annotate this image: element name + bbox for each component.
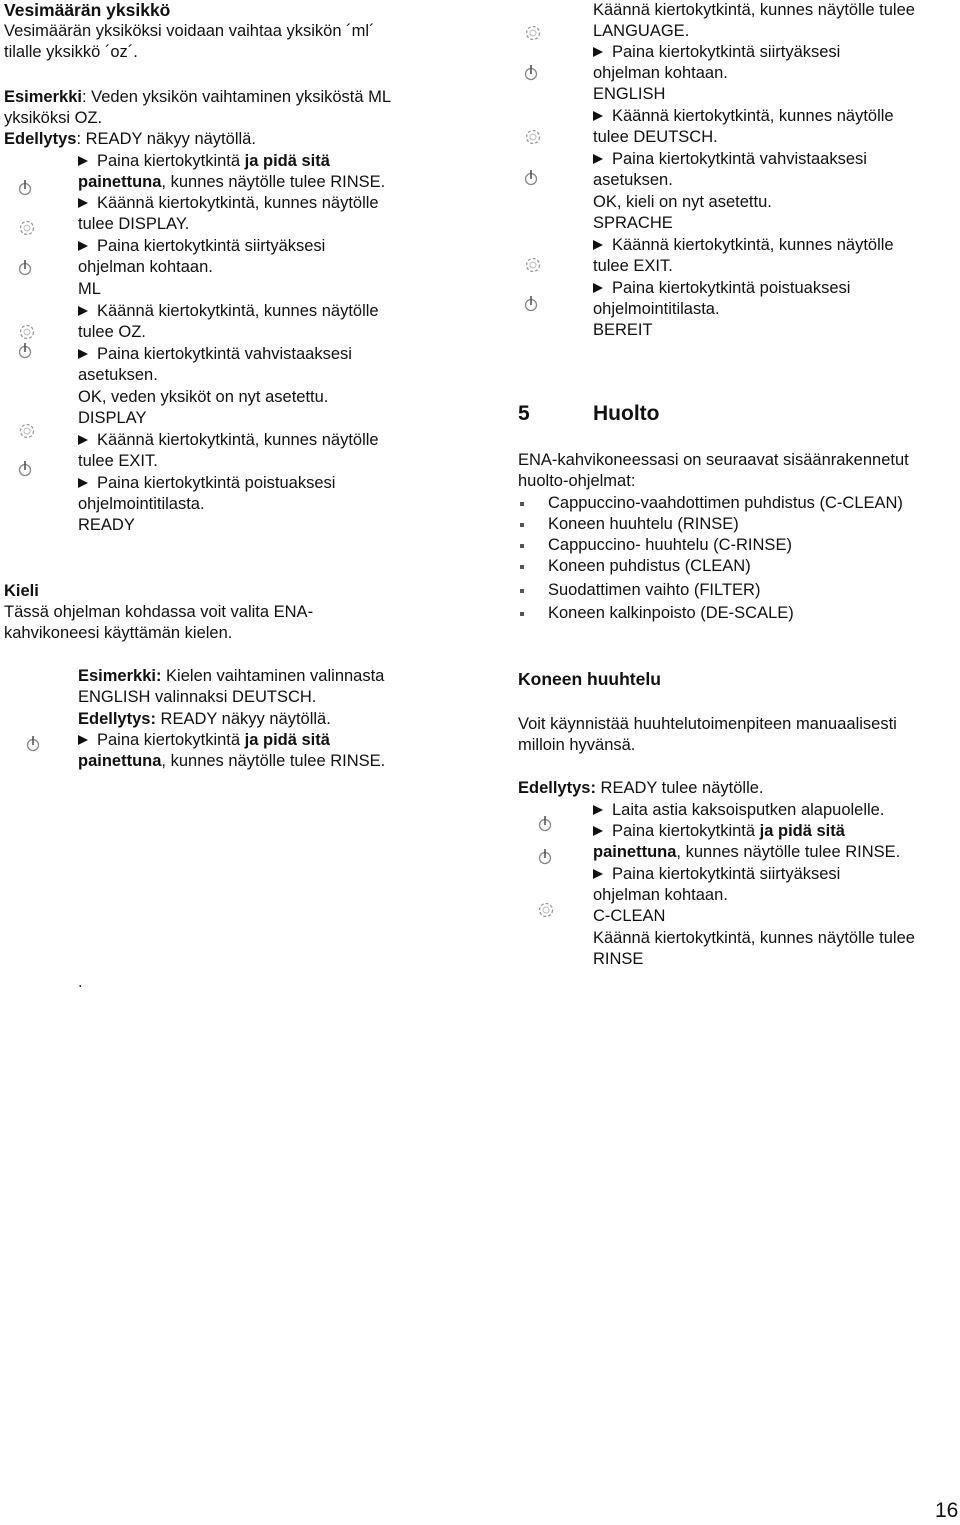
press-knob-icon [16,341,34,359]
r-step-rotate-exit: Käännä kiertokytkintä, kunnes näytölle [593,235,894,256]
display-sprache: SPRACHE [593,214,673,232]
list-item: Cappuccino-vaahdottimen puhdistus (C-CLEAN) [518,493,903,514]
q-step-container: Laita astia kaksoisputken alapuolelle. [593,800,884,821]
rinse-precondition: Edellytys: READY tulee näytölle. [518,779,764,797]
step-rotate-exit: Käännä kiertokytkintä, kunnes näytölle [78,430,379,451]
step-rotate-display: Käännä kiertokytkintä, kunnes näytölle [78,193,379,214]
step-press-hold-cont: painettuna, kunnes näytölle tulee RINSE. [78,173,386,191]
q-step-rotate-rinse: Käännä kiertokytkintä, kunnes näytölle tulee [593,929,915,947]
press-knob-icon [522,294,540,312]
q-step-enter-cont: ohjelman kohtaan. [593,886,728,904]
step-rotate-oz: Käännä kiertokytkintä, kunnes näytölle [78,301,379,322]
language-intro-1: Tässä ohjelman kohdassa voit valita ENA- [4,603,314,621]
r-step-rotate-deutsch: Käännä kiertokytkintä, kunnes näytölle [593,106,894,127]
rotate-knob-icon [18,323,36,341]
arrow-right-icon [593,47,603,57]
intro-line-1: Vesimäärän yksiköksi voidaan vaihtaa yksikön ´ml´ [4,22,375,40]
bullet-icon [520,523,524,527]
intro-line-2: tilalle yksikkö ´oz´. [4,43,138,61]
press-knob-icon [522,168,540,186]
precondition2-line: Edellytys: READY näkyy näytöllä. [78,710,331,728]
list-item: Suodattimen vaihto (FILTER) [518,580,760,601]
list-item: Koneen huuhtelu (RINSE) [518,514,739,535]
bullet-icon [520,589,524,593]
maintenance-intro-2: huolto-ohjelmat: [518,472,636,490]
r-step-language-cont: LANGUAGE. [593,22,690,40]
list-item: Koneen kalkinpoisto (DE-SCALE) [518,603,794,624]
press-knob-icon [24,734,42,752]
arrow-right-icon [78,306,88,316]
rinse-intro-1: Voit käynnistää huuhtelutoimenpiteen manuaalisesti [518,715,897,733]
list-item: Koneen puhdistus (CLEAN) [518,556,751,577]
confirm-message: OK, veden yksiköt on nyt asetettu. [78,388,329,406]
bullet-icon [520,612,524,616]
section-title-maintenance: Huolto [593,402,660,425]
bullet-icon [520,565,524,569]
example-line-1: Esimerkki: Veden yksikön vaihtaminen yksiköstä ML [4,88,392,106]
display-english: ENGLISH [593,85,666,103]
r-confirm-message: OK, kieli on nyt asetettu. [593,193,772,211]
rotate-knob-icon [524,24,542,42]
arrow-right-icon [78,478,88,488]
arrow-right-icon [593,154,603,164]
list-item: Cappuccino- huuhtelu (C-RINSE) [518,535,792,556]
example2-line-2: ENGLISH valinnaksi DEUTSCH. [78,688,317,706]
section-title-water-unit: Vesimäärän yksikkö [4,0,171,20]
rotate-knob-icon [524,128,542,146]
step2-press-hold-cont: painettuna, kunnes näytölle tulee RINSE. [78,752,386,770]
press-knob-icon [522,63,540,81]
bullet-icon [520,544,524,548]
step-confirm-cont: asetuksen. [78,366,158,384]
page-number: 16 [935,1499,959,1522]
q-step-enter: Paina kiertokytkintä siirtyäksesi [593,864,840,885]
arrow-right-icon [78,156,88,166]
r-step-language: Käännä kiertokytkintä, kunnes näytölle tulee [593,1,915,19]
arrow-right-icon [593,805,603,815]
rinse-intro-2: milloin hyvänsä. [518,736,636,754]
example2-line-1: Esimerkki: Kielen vaihtaminen valinnasta [78,667,385,685]
rotate-knob-icon [18,422,36,440]
press-knob-icon [16,258,34,276]
section-number: 5 [518,402,530,425]
rotate-knob-icon [524,256,542,274]
arrow-right-icon [593,283,603,293]
press-knob-icon [16,178,34,196]
r-step-exit: Paina kiertokytkintä poistuaksesi [593,278,850,299]
rotate-knob-icon [537,901,555,919]
language-intro-2: kahvikoneesi käyttämän kielen. [4,624,233,642]
maintenance-intro-1: ENA-kahvikoneessasi on seuraavat sisäänrakennetut [518,451,909,469]
press-knob-icon [536,847,554,865]
r-step-enter: Paina kiertokytkintä siirtyäksesi [593,42,840,63]
arrow-right-icon [78,735,88,745]
step-rotate-exit-cont: tulee EXIT. [78,452,158,470]
example-line-2: yksiköksi OZ. [4,109,103,127]
arrow-right-icon [78,198,88,208]
q-step-press-hold-cont: painettuna, kunnes näytölle tulee RINSE. [593,843,901,861]
arrow-right-icon [593,111,603,121]
r-step-confirm: Paina kiertokytkintä vahvistaaksesi [593,149,867,170]
arrow-right-icon [593,869,603,879]
arrow-right-icon [78,349,88,359]
arrow-right-icon [593,826,603,836]
step2-press-hold: Paina kiertokytkintä ja pidä sitä [78,730,330,751]
display-display: DISPLAY [78,409,147,427]
r-step-exit-cont: ohjelmointitilasta. [593,300,720,318]
rotate-knob-icon [18,219,36,237]
step-press-hold: Paina kiertokytkintä ja pidä sitä [78,151,330,172]
r-step-enter-cont: ohjelman kohtaan. [593,64,728,82]
q-step-press-hold: Paina kiertokytkintä ja pidä sitä [593,821,845,842]
step-exit: Paina kiertokytkintä poistuaksesi [78,473,335,494]
display-c-clean: C-CLEAN [593,907,666,925]
display-ready: READY [78,516,135,534]
stray-dot: . [78,973,83,991]
precondition-line: Edellytys: READY näkyy näytöllä. [4,130,256,148]
step-press-enter: Paina kiertokytkintä siirtyäksesi [78,236,325,257]
step-rotate-oz-cont: tulee OZ. [78,323,146,341]
arrow-right-icon [78,435,88,445]
press-knob-icon [16,459,34,477]
bullet-icon [520,502,524,506]
q-step-rotate-rinse-cont: RINSE [593,950,644,968]
section-title-rinse: Koneen huuhtelu [518,669,661,689]
press-knob-icon [536,814,554,832]
arrow-right-icon [593,240,603,250]
section-title-language: Kieli [4,582,39,600]
display-ml: ML [78,280,101,298]
step-exit-cont: ohjelmointitilasta. [78,495,205,513]
r-step-rotate-exit-cont: tulee EXIT. [593,257,673,275]
step-rotate-display-cont: tulee DISPLAY. [78,215,190,233]
display-bereit: BEREIT [593,321,653,339]
r-step-confirm-cont: asetuksen. [593,171,673,189]
step-press-enter-cont: ohjelman kohtaan. [78,258,213,276]
arrow-right-icon [78,241,88,251]
r-step-rotate-deutsch-cont: tulee DEUTSCH. [593,128,718,146]
step-confirm: Paina kiertokytkintä vahvistaaksesi [78,344,352,365]
